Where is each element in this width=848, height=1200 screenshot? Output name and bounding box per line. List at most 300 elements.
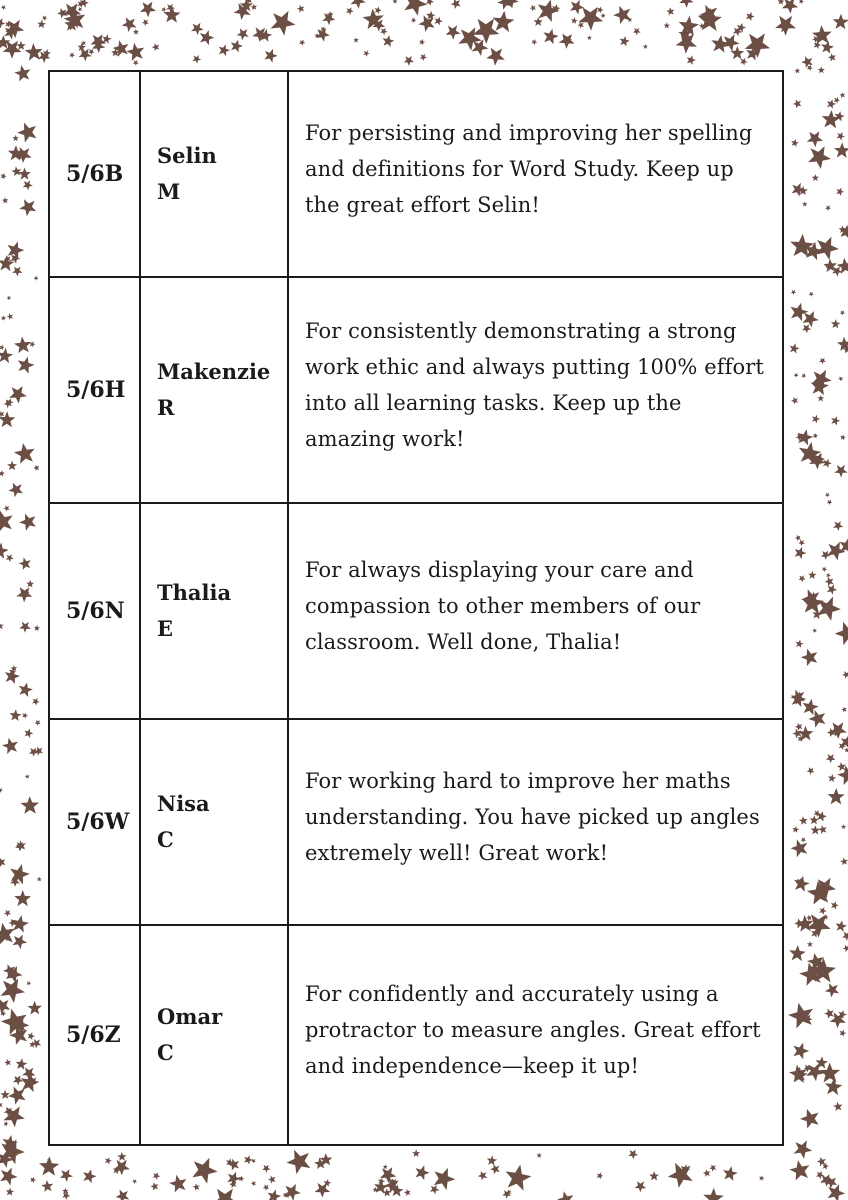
- star-icon: [827, 500, 833, 505]
- star-icon: [16, 41, 25, 50]
- student-name: [140, 71, 288, 277]
- star-icon: [18, 168, 31, 180]
- star-icon: [4, 1121, 9, 1126]
- star-icon: [1, 173, 7, 179]
- star-icon: [231, 40, 243, 53]
- star-icon: [827, 584, 837, 594]
- award-row: [49, 71, 783, 277]
- star-icon: [840, 1030, 847, 1037]
- star-icon: [841, 707, 847, 713]
- star-icon: [22, 713, 28, 719]
- star-icon: [419, 39, 425, 45]
- star-icon: [826, 573, 831, 578]
- star-icon: [794, 876, 810, 892]
- star-icon: [821, 551, 831, 560]
- star-icon: [193, 1183, 200, 1190]
- star-icon: [825, 205, 831, 211]
- star-icon: [19, 199, 36, 216]
- star-icon: [14, 65, 30, 81]
- star-icon: [833, 521, 843, 531]
- star-icon: [635, 1181, 647, 1192]
- star-icon: [759, 1175, 765, 1181]
- star-icon: [831, 416, 840, 425]
- star-icon: [393, 0, 398, 4]
- star-icon: [353, 37, 359, 43]
- star-icon: [60, 1169, 73, 1182]
- star-icon: [791, 397, 798, 404]
- star-icon: [807, 941, 813, 947]
- star-icon: [0, 1168, 18, 1186]
- star-icon: [796, 640, 804, 648]
- star-icon: [404, 1189, 411, 1196]
- star-icon: [192, 1158, 217, 1184]
- star-icon: [836, 188, 844, 196]
- star-icon: [703, 1188, 724, 1200]
- class-code: 5/6B: [49, 71, 140, 277]
- star-icon: [284, 1184, 301, 1200]
- star-icon: [649, 1171, 659, 1180]
- star-icon: [538, 0, 560, 22]
- star-icon: [506, 1165, 532, 1191]
- star-icon: [34, 747, 43, 756]
- class-code: 5/6H: [49, 277, 140, 503]
- star-icon: [297, 5, 305, 13]
- star-icon: [812, 628, 817, 633]
- star-icon: [26, 580, 34, 588]
- star-icon: [817, 597, 841, 621]
- star-icon: [559, 34, 575, 49]
- star-icon: [380, 28, 388, 36]
- star-icon: [745, 33, 771, 58]
- star-icon: [597, 1172, 604, 1179]
- star-icon: [819, 907, 827, 915]
- star-icon: [791, 139, 799, 147]
- star-icon: [18, 357, 35, 374]
- star-icon: [6, 1188, 14, 1196]
- star-icon: [794, 68, 800, 74]
- star-icon: [643, 44, 648, 49]
- award-description: For persisting and improving her spelling and definitions for Word Study. Keep up the great effort Selin!: [288, 71, 783, 277]
- star-icon: [420, 54, 427, 61]
- star-icon: [0, 923, 15, 945]
- star-icon: [117, 1152, 126, 1161]
- star-icon: [0, 788, 3, 793]
- student-name: [140, 277, 288, 503]
- star-icon: [5, 669, 20, 685]
- student-name: [140, 719, 288, 925]
- star-icon: [803, 311, 819, 327]
- star-icon: [679, 0, 693, 8]
- star-icon: [534, 17, 543, 26]
- star-icon: [601, 13, 606, 18]
- student-first-name: Omar: [157, 1004, 223, 1029]
- star-icon: [7, 313, 13, 320]
- star-icon: [0, 1090, 10, 1099]
- student-name: [140, 503, 288, 719]
- star-icon: [839, 92, 845, 98]
- star-icon: [0, 979, 25, 1004]
- star-icon: [746, 12, 755, 21]
- star-icon: [537, 1153, 542, 1158]
- star-icon: [709, 1164, 716, 1171]
- star-icon: [808, 146, 831, 169]
- star-icon: [791, 303, 809, 321]
- award-description: For confidently and accurately using a protractor to measure angles. Great effort and independence—keep it up!: [288, 925, 783, 1145]
- star-icon: [817, 395, 824, 402]
- award-row: [49, 719, 783, 925]
- award-row: [49, 277, 783, 503]
- student-first-name: Thalia: [157, 580, 232, 605]
- star-icon: [813, 433, 818, 439]
- star-icon: [152, 43, 160, 51]
- star-icon: [613, 6, 631, 24]
- star-icon: [2, 197, 8, 203]
- star-icon: [4, 1059, 11, 1066]
- star-icon: [41, 1180, 53, 1192]
- star-icon: [169, 1175, 186, 1193]
- star-icon: [0, 18, 5, 28]
- star-icon: [834, 97, 840, 104]
- star-icon: [19, 557, 31, 570]
- star-icon: [587, 35, 592, 40]
- star-icon: [792, 826, 799, 833]
- star-icon: [834, 465, 847, 478]
- star-icon: [801, 373, 806, 378]
- star-icon: [792, 183, 806, 197]
- star-icon: [809, 292, 814, 297]
- star-icon: [451, 0, 461, 9]
- star-icon: [782, 0, 798, 14]
- star-icon: [818, 66, 825, 73]
- award-description: For consistently demonstrating a strong work ethic and always putting 100% effort into all learning tasks. Keep up the amazing work!: [288, 277, 783, 503]
- star-icon: [0, 999, 10, 1015]
- star-icon: [286, 1150, 310, 1174]
- star-icon: [13, 935, 28, 950]
- star-icon: [801, 649, 818, 666]
- star-icon: [140, 2, 156, 18]
- star-icon: [430, 1185, 440, 1195]
- star-icon: [34, 625, 40, 631]
- star-icon: [668, 1163, 693, 1188]
- star-icon: [1, 5, 6, 10]
- star-icon: [32, 698, 40, 706]
- star-icon: [192, 55, 201, 64]
- student-initial: M: [157, 179, 181, 204]
- star-icon: [383, 35, 395, 47]
- star-icon: [411, 18, 417, 24]
- class-code: 5/6Z: [49, 925, 140, 1145]
- star-icon: [28, 1032, 35, 1040]
- star-icon: [530, 5, 536, 12]
- star-icon: [251, 1181, 256, 1187]
- star-icon: [842, 932, 848, 941]
- star-icon: [812, 415, 820, 423]
- star-icon: [162, 7, 167, 12]
- star-icon: [83, 1169, 96, 1183]
- star-icon: [833, 14, 848, 29]
- star-icon: [490, 1164, 500, 1174]
- star-icon: [122, 17, 137, 32]
- star-icon: [383, 1164, 388, 1169]
- star-icon: [819, 358, 826, 365]
- star-icon: [299, 40, 305, 46]
- star-icon: [825, 493, 830, 498]
- star-icon: [268, 1189, 282, 1200]
- star-icon: [666, 7, 674, 15]
- star-icon: [814, 41, 822, 49]
- star-icon: [163, 6, 180, 23]
- star-icon: [793, 99, 802, 108]
- star-icon: [840, 434, 846, 440]
- star-icon: [116, 1190, 130, 1200]
- star-icon: [620, 36, 630, 46]
- star-icon: [577, 22, 584, 29]
- star-icon: [191, 23, 204, 35]
- star-icon: [801, 589, 820, 608]
- star-icon: [4, 910, 11, 917]
- star-icon: [842, 671, 848, 679]
- student-initial: E: [157, 616, 174, 641]
- star-icon: [794, 1140, 813, 1159]
- star-icon: [27, 981, 32, 986]
- star-icon: [11, 166, 21, 176]
- star-icon: [799, 0, 804, 4]
- star-icon: [841, 824, 846, 829]
- star-icon: [837, 762, 846, 771]
- class-code: 5/6N: [49, 503, 140, 719]
- star-icon: [34, 276, 39, 281]
- star-icon: [831, 319, 840, 328]
- star-icon: [800, 1109, 819, 1129]
- star-icon: [237, 28, 249, 40]
- star-icon: [838, 376, 843, 381]
- star-icon: [833, 1102, 842, 1111]
- star-icon: [37, 20, 46, 29]
- student-initial: C: [157, 827, 174, 852]
- star-icon: [826, 754, 836, 763]
- star-icon: [375, 7, 382, 15]
- student-initial: C: [157, 1040, 174, 1065]
- star-icon: [35, 720, 41, 726]
- star-icon: [703, 1169, 711, 1177]
- award-description: For working hard to improve her maths understanding. You have picked up angles extremely well! Great work!: [288, 719, 783, 925]
- star-icon: [105, 1157, 112, 1164]
- star-icon: [33, 465, 39, 471]
- star-icon: [23, 180, 33, 190]
- star-icon: [351, 0, 366, 9]
- star-icon: [825, 983, 839, 997]
- star-icon: [791, 840, 808, 858]
- star-icon: [840, 310, 845, 315]
- star-icon: [778, 0, 785, 5]
- star-icon: [789, 1160, 809, 1180]
- star-icon: [9, 386, 27, 403]
- star-icon: [570, 0, 584, 14]
- star-icon: [21, 796, 40, 814]
- star-icon: [262, 1165, 270, 1173]
- star-icon: [740, 58, 747, 66]
- star-icon: [14, 337, 31, 354]
- star-icon: [543, 29, 558, 45]
- star-icon: [268, 1176, 276, 1184]
- star-icon: [251, 1159, 256, 1164]
- star-icon: [836, 920, 847, 932]
- award-row: [49, 925, 783, 1145]
- star-icon: [426, 0, 434, 6]
- awards-table: [48, 70, 784, 1146]
- star-icon: [1, 315, 6, 320]
- star-icon: [12, 267, 22, 277]
- star-icon: [557, 1191, 573, 1200]
- star-icon: [633, 28, 641, 35]
- star-icon: [114, 1160, 130, 1176]
- star-icon: [263, 1184, 270, 1190]
- star-icon: [823, 459, 832, 468]
- star-icon: [687, 55, 696, 65]
- star-icon: [212, 1189, 238, 1200]
- student-first-name: Makenzie: [157, 359, 271, 384]
- star-icon: [434, 17, 443, 26]
- star-icon: [0, 1102, 3, 1108]
- star-icon: [531, 39, 537, 45]
- star-icon: [824, 1008, 834, 1018]
- star-icon: [13, 1075, 23, 1085]
- star-icon: [844, 747, 848, 752]
- star-icon: [15, 147, 31, 163]
- star-icon: [24, 729, 33, 738]
- star-icon: [0, 345, 5, 351]
- star-icon: [834, 142, 848, 157]
- star-icon: [812, 25, 832, 44]
- student-initial: R: [157, 395, 175, 420]
- star-icon: [806, 915, 812, 921]
- star-icon: [21, 1073, 40, 1092]
- star-icon: [792, 729, 801, 739]
- star-icon: [234, 3, 251, 20]
- star-icon: [3, 505, 9, 511]
- star-icon: [7, 296, 12, 301]
- star-icon: [0, 470, 5, 476]
- star-icon: [434, 1168, 456, 1190]
- star-icon: [30, 1177, 36, 1183]
- star-icon: [798, 540, 805, 547]
- star-icon: [404, 56, 414, 66]
- star-icon: [478, 1171, 487, 1181]
- star-icon: [793, 1043, 809, 1060]
- star-icon: [825, 1078, 843, 1095]
- star-icon: [809, 710, 826, 728]
- star-icon: [810, 815, 819, 824]
- star-icon: [628, 1150, 638, 1160]
- star-icon: [840, 858, 848, 866]
- star-icon: [0, 348, 13, 363]
- star-icon: [363, 50, 369, 56]
- star-icon: [29, 748, 38, 757]
- star-icon: [791, 290, 796, 295]
- star-icon: [807, 767, 815, 775]
- star-icon: [265, 49, 278, 63]
- star-icon: [807, 131, 823, 147]
- class-code: 5/6W: [49, 719, 140, 925]
- star-icon: [416, 1165, 430, 1180]
- star-icon: [200, 30, 214, 45]
- star-icon: [822, 567, 827, 573]
- star-icon: [816, 237, 839, 260]
- star-icon: [6, 554, 14, 562]
- star-icon: [14, 443, 35, 464]
- star-icon: [271, 11, 296, 36]
- star-icon: [825, 577, 834, 586]
- star-icon: [404, 0, 427, 16]
- star-icon: [16, 587, 32, 602]
- star-icon: [16, 841, 26, 851]
- student-first-name: Selin: [157, 143, 217, 168]
- star-icon: [837, 132, 846, 141]
- star-icon: [0, 411, 4, 417]
- star-icon: [723, 1166, 738, 1181]
- star-icon: [818, 825, 827, 834]
- star-icon: [14, 890, 31, 906]
- star-icon: [821, 41, 834, 54]
- star-icon: [812, 174, 819, 181]
- star-icon: [795, 547, 807, 559]
- star-icon: [12, 135, 19, 141]
- star-icon: [446, 25, 461, 39]
- star-icon: [664, 22, 670, 28]
- star-icon: [835, 622, 848, 645]
- star-icon: [487, 1155, 497, 1165]
- star-icon: [142, 19, 149, 26]
- star-icon: [843, 945, 848, 952]
- star-icon: [799, 575, 806, 582]
- star-icon: [811, 825, 821, 834]
- star-icon: [0, 510, 13, 532]
- star-icon: [790, 343, 800, 353]
- star-icon: [133, 60, 139, 66]
- student-name: [140, 925, 288, 1145]
- star-icon: [828, 774, 836, 782]
- star-icon: [19, 683, 33, 698]
- star-icon: [153, 1172, 161, 1180]
- star-icon: [27, 1001, 42, 1015]
- star-icon: [132, 1179, 137, 1184]
- star-icon: [2, 738, 18, 754]
- award-description: For always displaying your care and compassion to other members of our classroom. Well done, Thalia!: [288, 503, 783, 719]
- star-icon: [251, 4, 258, 11]
- star-icon: [802, 324, 811, 333]
- star-icon: [493, 11, 515, 32]
- star-icon: [19, 622, 31, 633]
- star-icon: [10, 709, 22, 721]
- star-icon: [801, 837, 806, 842]
- star-icon: [133, 29, 139, 35]
- star-icon: [831, 901, 839, 909]
- star-icon: [39, 1156, 59, 1176]
- star-icon: [571, 17, 578, 24]
- award-row: [49, 503, 783, 719]
- star-icon: [219, 44, 230, 56]
- star-icon: [69, 53, 75, 59]
- star-icon: [597, 7, 604, 14]
- star-icon: [802, 201, 807, 206]
- star-icon: [808, 571, 816, 579]
- star-icon: [244, 1155, 253, 1164]
- star-icon: [0, 622, 4, 629]
- star-icon: [828, 788, 845, 805]
- star-icon: [486, 48, 505, 66]
- star-icon: [7, 461, 17, 471]
- star-icon: [789, 945, 806, 961]
